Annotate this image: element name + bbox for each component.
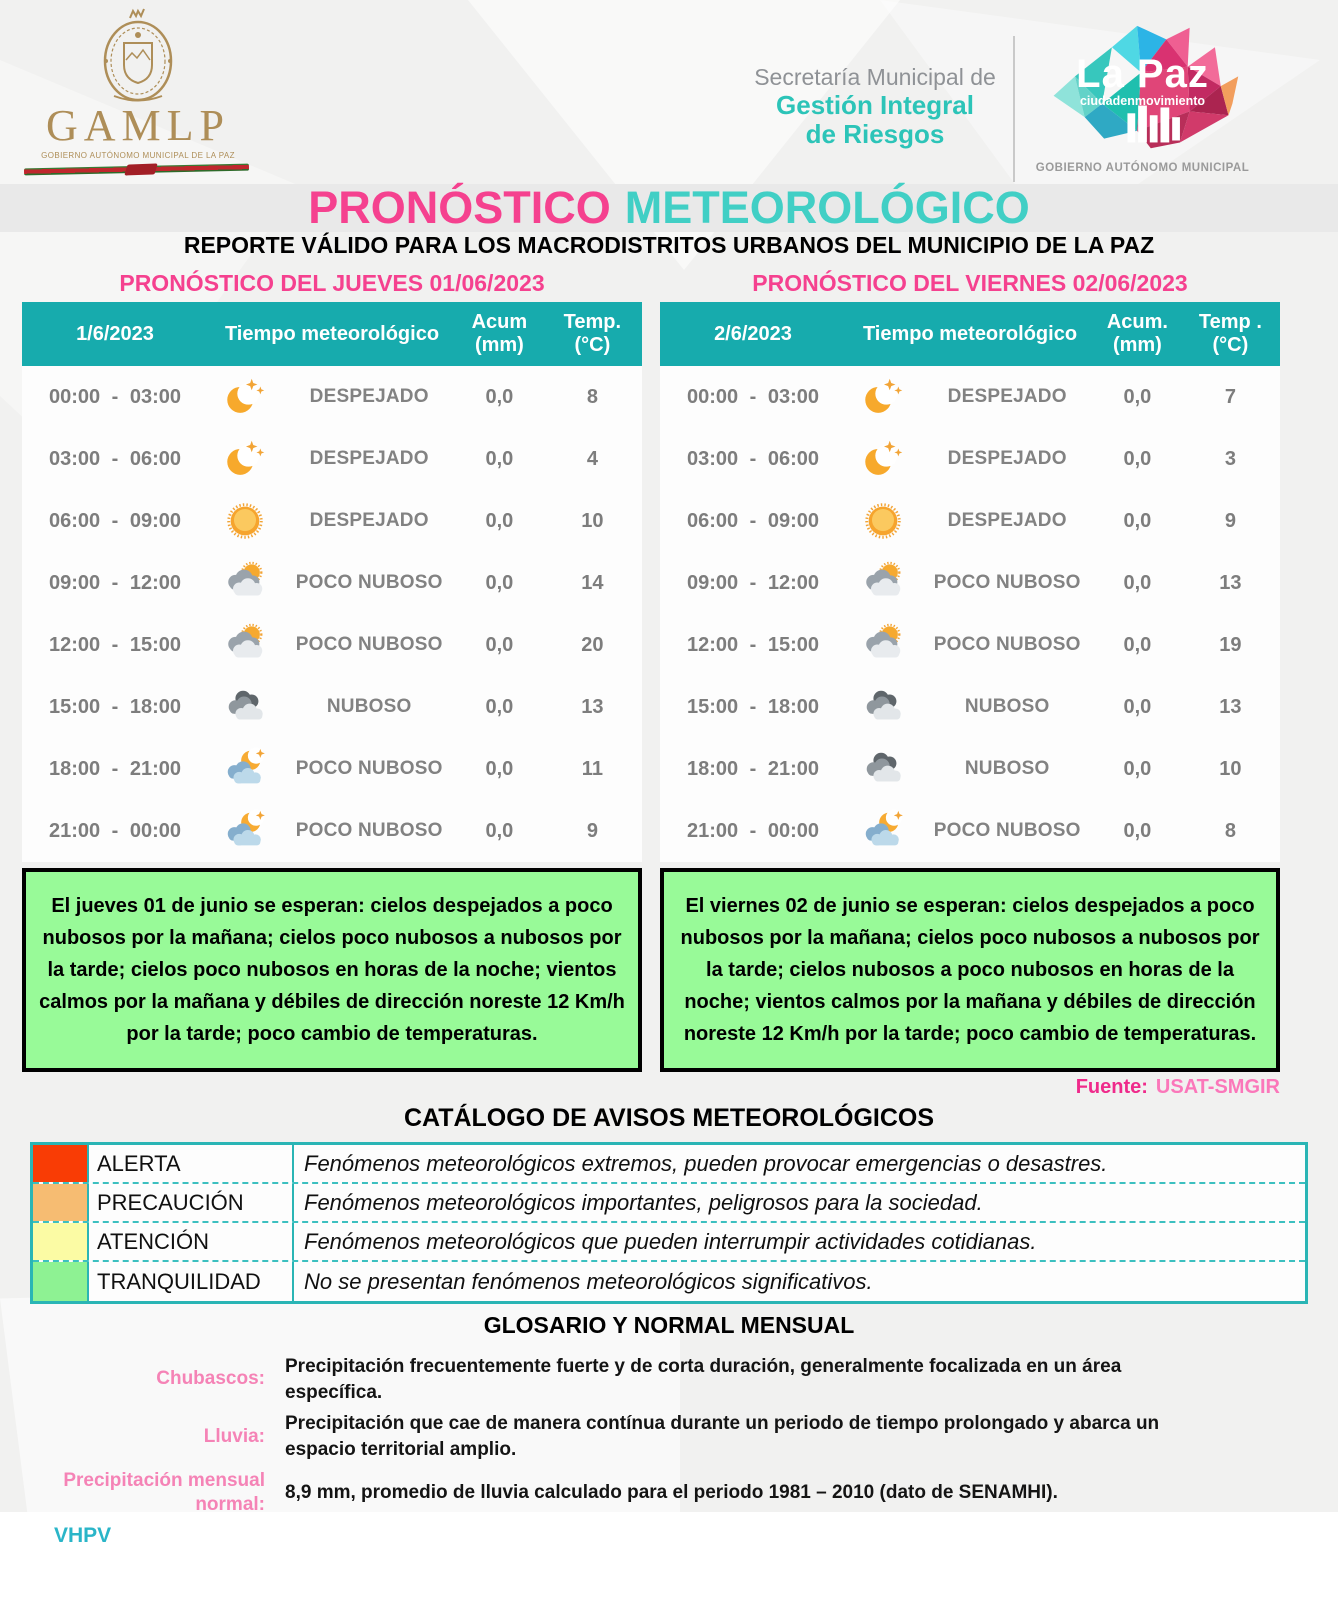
time-range: 03:00 - 06:00 bbox=[48, 447, 182, 470]
temperature-value: 9 bbox=[586, 819, 598, 842]
glossary-title: GLOSARIO Y NORMAL MENSUAL bbox=[483, 1312, 855, 1338]
glossary-entry bbox=[0, 1354, 1338, 1405]
weather-condition: POCO NUBOSO bbox=[933, 572, 1081, 593]
dark-clouds-icon bbox=[208, 684, 282, 730]
moon-stars-icon bbox=[208, 436, 282, 482]
column-header-acum-unit: (mm) bbox=[1112, 334, 1162, 356]
weather-condition: POCO NUBOSO bbox=[933, 820, 1081, 841]
alert-level-label: TRANQUILIDAD bbox=[89, 1262, 294, 1301]
column-header-acum bbox=[456, 311, 543, 357]
forecast-table bbox=[22, 266, 642, 1072]
weather-condition: POCO NUBOSO bbox=[295, 758, 443, 779]
column-header-date: 2/6/2023 bbox=[714, 322, 792, 345]
weather-condition: DESPEJADO bbox=[309, 510, 429, 531]
time-range: 06:00 - 09:00 bbox=[48, 509, 182, 532]
precipitation-value: 0,0 bbox=[485, 819, 514, 842]
secretaria-logo bbox=[752, 64, 998, 149]
lapaz-logo bbox=[1035, 20, 1250, 174]
column-header-weather: Tiempo meteorológico bbox=[224, 322, 440, 345]
source-line bbox=[0, 1072, 1338, 1100]
gamlp-caption: GOBIERNO AUTÓNOMO MUNICIPAL DE LA PAZ bbox=[41, 151, 235, 160]
temperature-value: 4 bbox=[586, 447, 598, 470]
forecast-summary: El jueves 01 de junio se esperan: cielos despejados a poco nubosos por la mañana; cielos poco nubosos a nubosos por la tarde; cielos poco nubosos en horas de la noche; vientos calmos por la mañana y débiles de dirección noreste 12 Km/h por la tarde; poco cambio de temperaturas. bbox=[22, 868, 642, 1072]
moon-clouds-icon bbox=[846, 808, 920, 854]
weather-condition: NUBOSO bbox=[964, 696, 1050, 717]
moon-stars-icon bbox=[846, 374, 920, 420]
weather-condition: NUBOSO bbox=[326, 696, 412, 717]
moon-stars-icon bbox=[208, 374, 282, 420]
column-header-acum-label: Acum bbox=[471, 311, 528, 333]
forecast-table-title: PRONÓSTICO DEL JUEVES 01/06/2023 bbox=[119, 270, 545, 296]
glossary-definition: Precipitación frecuentemente fuerte y de corta duración, generalmente focalizada en un área específica. bbox=[285, 1356, 1122, 1403]
time-range: 03:00 - 06:00 bbox=[686, 447, 820, 470]
source-label: Fuente: bbox=[1075, 1076, 1148, 1098]
precipitation-value: 0,0 bbox=[1123, 509, 1152, 532]
time-range: 09:00 - 12:00 bbox=[48, 571, 182, 594]
temperature-value: 8 bbox=[1224, 819, 1236, 842]
sun-icon bbox=[208, 498, 282, 544]
precipitation-value: 0,0 bbox=[485, 695, 514, 718]
column-header-acum-label: Acum. bbox=[1106, 311, 1168, 333]
precipitation-value: 0,0 bbox=[485, 509, 514, 532]
weather-condition: POCO NUBOSO bbox=[295, 820, 443, 841]
report-subtitle: REPORTE VÁLIDO PARA LOS MACRODISTRITOS URBANOS DEL MUNICIPIO DE LA PAZ bbox=[183, 232, 1155, 258]
column-header-temp bbox=[543, 311, 642, 357]
time-range: 21:00 - 00:00 bbox=[686, 819, 820, 842]
moon-stars-icon bbox=[846, 436, 920, 482]
precipitation-value: 0,0 bbox=[485, 447, 514, 470]
forecast-summary: El viernes 02 de junio se esperan: cielos despejados a poco nubosos por la mañana; cielos poco nubosos a nubosos por la tarde; cielos nubosos a poco nubosos en horas de la noche; vientos calmos por la mañana y débiles de dirección noreste 12 Km/h por la tarde; poco cambio de temperaturas. bbox=[660, 868, 1280, 1072]
precipitation-value: 0,0 bbox=[1123, 571, 1152, 594]
precipitation-value: 0,0 bbox=[485, 571, 514, 594]
time-range: 21:00 - 00:00 bbox=[48, 819, 182, 842]
temperature-value: 19 bbox=[1219, 633, 1242, 656]
forecast-row bbox=[22, 428, 642, 490]
catalog-table bbox=[30, 1142, 1308, 1304]
footer-initials: VHPV bbox=[54, 1523, 112, 1547]
glossary-entry bbox=[0, 1411, 1338, 1462]
title-meteorologico: METEOROLÓGICO bbox=[624, 182, 1030, 233]
weather-condition: DESPEJADO bbox=[947, 386, 1067, 407]
forecast-row bbox=[22, 676, 642, 738]
alert-color-swatch bbox=[33, 1145, 89, 1182]
moon-clouds-icon bbox=[208, 808, 282, 854]
temperature-value: 20 bbox=[581, 633, 604, 656]
gamlp-ribbon bbox=[22, 163, 254, 177]
glossary-term: Precipitación mensual normal: bbox=[63, 1469, 265, 1516]
sun-clouds-icon bbox=[208, 560, 282, 606]
column-header-acum bbox=[1094, 311, 1181, 357]
weather-condition: POCO NUBOSO bbox=[295, 634, 443, 655]
time-range: 00:00 - 03:00 bbox=[686, 385, 820, 408]
column-header-acum-unit: (mm) bbox=[474, 334, 524, 356]
precipitation-value: 0,0 bbox=[1123, 757, 1152, 780]
forecast-row bbox=[22, 738, 642, 800]
precipitation-value: 0,0 bbox=[485, 633, 514, 656]
title-pronostico: PRONÓSTICO bbox=[308, 182, 611, 233]
main-title bbox=[0, 184, 1338, 232]
gamlp-crest-icon bbox=[86, 6, 190, 106]
glossary-entry bbox=[0, 1469, 1338, 1518]
alert-level-label: ALERTA bbox=[89, 1145, 294, 1182]
forecast-rows bbox=[660, 366, 1280, 862]
time-range: 15:00 - 18:00 bbox=[686, 695, 820, 718]
glossary-term: Lluvia: bbox=[203, 1425, 265, 1447]
catalog-title: CATÁLOGO DE AVISOS METEOROLÓGICOS bbox=[403, 1104, 935, 1132]
secretaria-line2: Gestión Integral bbox=[776, 90, 974, 120]
precipitation-value: 0,0 bbox=[1123, 695, 1152, 718]
lapaz-tagline: ciudadenmovimiento bbox=[1079, 94, 1206, 108]
weather-condition: DESPEJADO bbox=[309, 448, 429, 469]
time-range: 18:00 - 21:00 bbox=[686, 757, 820, 780]
forecast-row bbox=[660, 614, 1280, 676]
catalog-row bbox=[33, 1184, 1305, 1223]
glossary-section bbox=[0, 1312, 1338, 1518]
forecast-row bbox=[660, 428, 1280, 490]
weather-condition: DESPEJADO bbox=[309, 386, 429, 407]
gamlp-name: GAMLP bbox=[45, 101, 231, 150]
temperature-value: 11 bbox=[581, 757, 603, 780]
alert-level-label: ATENCIÓN bbox=[89, 1223, 294, 1260]
alert-level-description: Fenómenos meteorológicos extremos, pueden provocar emergencias o desastres. bbox=[304, 1150, 1108, 1176]
alert-level-label: PRECAUCIÓN bbox=[89, 1184, 294, 1221]
catalog-row bbox=[33, 1262, 1305, 1301]
temperature-value: 13 bbox=[581, 695, 604, 718]
catalog-row bbox=[33, 1145, 1305, 1184]
column-header-temp-unit: (°C) bbox=[574, 334, 611, 356]
alert-level-description: No se presentan fenómenos meteorológicos significativos. bbox=[304, 1268, 873, 1294]
alert-color-swatch bbox=[33, 1262, 89, 1301]
precipitation-value: 0,0 bbox=[1123, 819, 1152, 842]
forecast-row bbox=[660, 366, 1280, 428]
weather-condition: POCO NUBOSO bbox=[933, 634, 1081, 655]
forecast-row bbox=[660, 490, 1280, 552]
forecast-row bbox=[660, 800, 1280, 862]
column-header-weather: Tiempo meteorológico bbox=[862, 322, 1078, 345]
forecast-row bbox=[22, 490, 642, 552]
precipitation-value: 0,0 bbox=[1123, 385, 1152, 408]
forecast-row bbox=[22, 800, 642, 862]
column-header-temp-unit: (°C) bbox=[1212, 334, 1249, 356]
lapaz-caption: GOBIERNO AUTÓNOMO MUNICIPAL bbox=[1035, 162, 1250, 174]
precipitation-value: 0,0 bbox=[485, 757, 514, 780]
precipitation-value: 0,0 bbox=[1123, 447, 1152, 470]
sun-clouds-icon bbox=[846, 622, 920, 668]
time-range: 12:00 - 15:00 bbox=[48, 633, 182, 656]
column-header-temp-label: Temp . bbox=[1198, 311, 1262, 333]
header-divider bbox=[1013, 36, 1015, 182]
forecast-table-title: PRONÓSTICO DEL VIERNES 02/06/2023 bbox=[752, 270, 1188, 296]
glossary-definition: Precipitación que cae de manera contínua durante un periodo de tiempo prolongado y abarca un espacio territorial amplio. bbox=[285, 1413, 1160, 1460]
weather-condition: POCO NUBOSO bbox=[295, 572, 443, 593]
time-range: 15:00 - 18:00 bbox=[48, 695, 182, 718]
temperature-value: 10 bbox=[581, 509, 604, 532]
dark-clouds-icon bbox=[846, 746, 920, 792]
moon-clouds-icon bbox=[208, 746, 282, 792]
temperature-value: 9 bbox=[1224, 509, 1236, 532]
weather-condition: NUBOSO bbox=[964, 758, 1050, 779]
weather-condition: DESPEJADO bbox=[947, 448, 1067, 469]
glossary-definition: 8,9 mm, promedio de lluvia calculado para el periodo 1981 – 2010 (dato de SENAMHI). bbox=[285, 1482, 1058, 1504]
dark-clouds-icon bbox=[846, 684, 920, 730]
secretaria-line3: de Riesgos bbox=[805, 119, 945, 150]
time-range: 00:00 - 03:00 bbox=[48, 385, 182, 408]
time-range: 12:00 - 15:00 bbox=[686, 633, 820, 656]
alert-level-description: Fenómenos meteorológicos que pueden interrumpir actividades cotidianas. bbox=[304, 1228, 1037, 1254]
temperature-value: 7 bbox=[1224, 385, 1236, 408]
sun-clouds-icon bbox=[846, 560, 920, 606]
forecast-table-header bbox=[22, 302, 642, 366]
column-header-temp-label: Temp. bbox=[563, 311, 622, 333]
forecast-row bbox=[660, 552, 1280, 614]
precipitation-value: 0,0 bbox=[485, 385, 514, 408]
precipitation-value: 0,0 bbox=[1123, 633, 1152, 656]
catalog-row bbox=[33, 1223, 1305, 1262]
forecast-row bbox=[22, 366, 642, 428]
forecast-table bbox=[660, 266, 1280, 1072]
forecast-rows bbox=[22, 366, 642, 862]
forecast-row bbox=[22, 552, 642, 614]
column-header-date: 1/6/2023 bbox=[76, 322, 154, 345]
weather-condition: DESPEJADO bbox=[947, 510, 1067, 531]
time-range: 18:00 - 21:00 bbox=[48, 757, 182, 780]
forecast-table-header bbox=[660, 302, 1280, 366]
sun-clouds-icon bbox=[208, 622, 282, 668]
forecast-row bbox=[660, 676, 1280, 738]
temperature-value: 13 bbox=[1219, 695, 1242, 718]
lapaz-name: La Paz bbox=[1076, 52, 1209, 96]
alert-color-swatch bbox=[33, 1184, 89, 1221]
source-value: USAT-SMGIR bbox=[1155, 1076, 1280, 1098]
forecast-columns bbox=[0, 262, 1338, 1072]
glossary-term: Chubascos: bbox=[156, 1368, 265, 1390]
catalog-rows bbox=[33, 1145, 1305, 1301]
column-header-temp bbox=[1181, 311, 1280, 357]
forecast-row bbox=[660, 738, 1280, 800]
alert-level-description: Fenómenos meteorológicos importantes, peligrosos para la sociedad. bbox=[304, 1189, 983, 1215]
forecast-row bbox=[22, 614, 642, 676]
temperature-value: 8 bbox=[586, 385, 598, 408]
temperature-value: 13 bbox=[1219, 571, 1242, 594]
temperature-value: 14 bbox=[581, 571, 604, 594]
alert-color-swatch bbox=[33, 1223, 89, 1260]
temperature-value: 3 bbox=[1224, 447, 1236, 470]
secretaria-line1: Secretaría Municipal de bbox=[754, 64, 996, 90]
glossary-entries bbox=[0, 1354, 1338, 1518]
time-range: 06:00 - 09:00 bbox=[686, 509, 820, 532]
sun-icon bbox=[846, 498, 920, 544]
gamlp-logo bbox=[22, 6, 254, 177]
time-range: 09:00 - 12:00 bbox=[686, 571, 820, 594]
page-header bbox=[0, 0, 1338, 184]
temperature-value: 10 bbox=[1219, 757, 1242, 780]
